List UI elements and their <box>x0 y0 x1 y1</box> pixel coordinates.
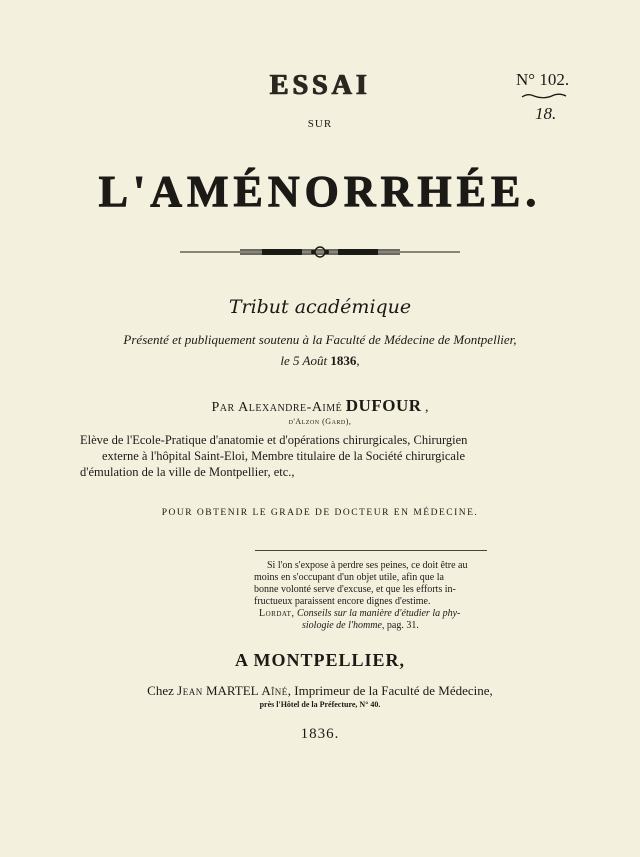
printer-rest: , Imprimeur de la Faculté de Médecine, <box>287 683 493 698</box>
date-month: Août <box>302 353 328 368</box>
qualification-line: externe à l'hôpital Saint-Eloi, Membre titulaire de la Société chirurgicale <box>102 449 466 463</box>
epigraph-line: bonne volonté serve d'excuse, et que les efforts in- <box>254 584 456 595</box>
author-origin: d'Alzon (Gard), <box>288 417 352 426</box>
date-year: 1836 <box>330 353 357 368</box>
catalog-number: N° 102. <box>516 70 570 89</box>
printer-title: Aîné <box>261 683 288 698</box>
epigraph-line: moins en s'occupant d'un objet utile, afin que la <box>254 572 444 583</box>
epigraph-line: fructueux paraissent encore dignes d'estime. <box>254 596 431 607</box>
presentation-line: Présenté et publiquement soutenu à la Faculté de Médecine de Montpellier, <box>123 332 517 347</box>
qualification-line: d'émulation de la ville de Montpellier, etc., <box>80 465 295 479</box>
printer-chez: Chez <box>147 683 174 698</box>
epigraph-source-cont: siologie de l'homme <box>302 620 382 631</box>
author-suffix: , <box>425 400 429 415</box>
author-given-names: Alexandre-Aimé <box>238 400 343 415</box>
qualification-line: Elève de l'Ecole-Pratique d'anatomie et d'opérations chirurgicales, Chirurgien <box>80 433 468 447</box>
epigraph <box>254 560 488 632</box>
dedication-gothic: Tribut académique <box>228 296 412 318</box>
date-day: 5 <box>293 353 300 368</box>
author-qualifications <box>80 432 560 480</box>
number-flourish <box>520 92 568 100</box>
author-prefix: Par <box>211 400 235 415</box>
author-surname: DUFOUR <box>345 396 422 415</box>
main-title: L'AMÉNORRHÉE. <box>98 167 542 216</box>
epigraph-source: Conseils sur la manière d'étudier la phy- <box>296 608 461 619</box>
imprint-city: A MONTPELLIER, <box>234 650 406 670</box>
epigraph-author: Lordat, <box>259 608 295 619</box>
epigraph-page: , pag. 31. <box>381 620 419 631</box>
date-prefix: le <box>280 353 290 368</box>
epigraph-rule <box>255 550 487 551</box>
degree-statement: POUR OBTENIR LE GRADE DE DOCTEUR EN MÉDECINE. <box>161 508 479 518</box>
date-suffix: , <box>356 353 360 368</box>
epigraph-citation <box>254 608 488 620</box>
printer-line <box>0 683 640 699</box>
author-line <box>0 396 640 416</box>
publication-year: 1836. <box>300 726 340 742</box>
ornamental-divider <box>180 246 460 258</box>
epigraph-citation-cont <box>254 620 488 632</box>
epigraph-line: Si l'on s'expose à perdre ses peines, ce doit être au <box>267 560 468 571</box>
printer-surname: MARTEL <box>205 683 259 698</box>
sur-connector: SUR <box>307 118 333 130</box>
printer-address: près l'Hôtel de la Préfecture, N° 40. <box>259 700 381 709</box>
handwritten-number: 18. <box>535 104 557 123</box>
essai-heading: ESSAI <box>269 70 371 101</box>
defense-date <box>0 353 640 369</box>
printer-first-name: Jean <box>177 683 203 698</box>
